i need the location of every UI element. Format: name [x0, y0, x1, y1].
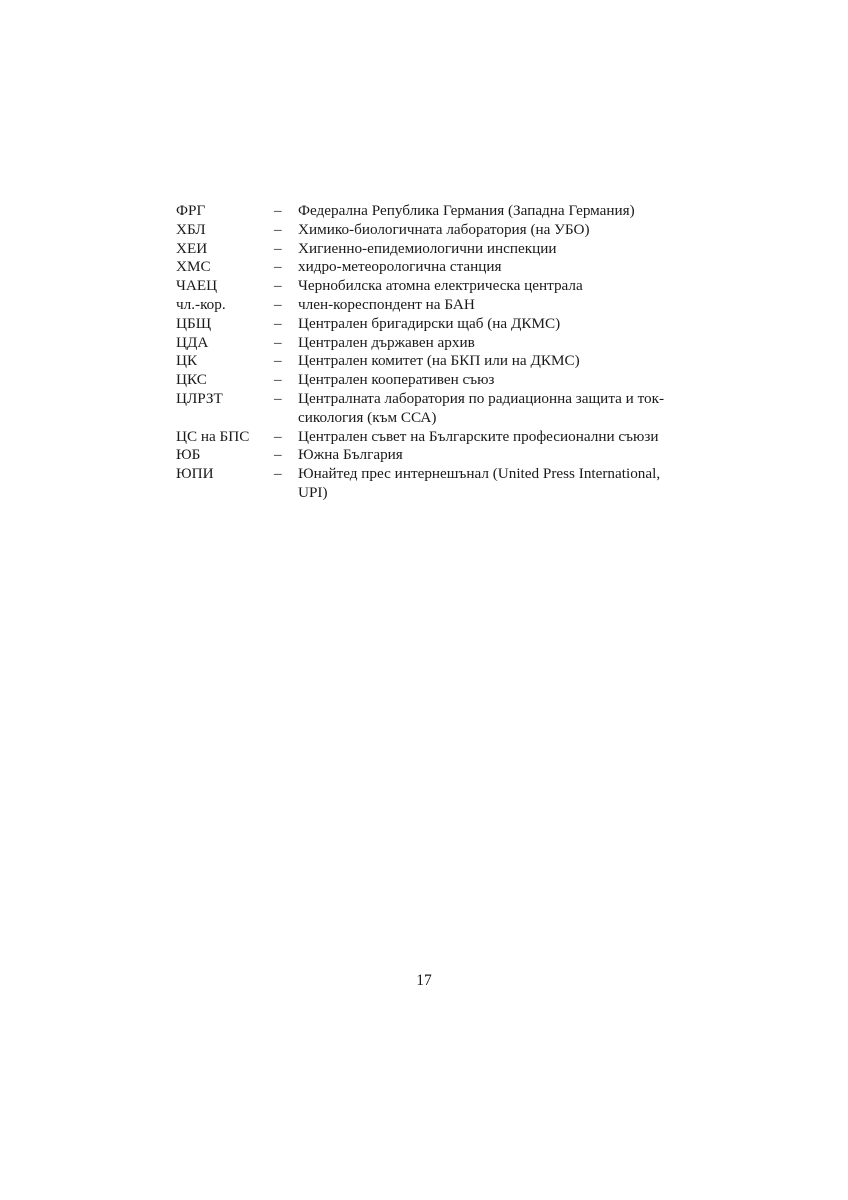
- definition: Хигиенно-епидемиологични инспекции: [298, 239, 557, 257]
- definition: Юнайтед прес интернешънал (United Press International, UPI): [298, 465, 661, 501]
- definition: Химико-биологичната лаборатория (на УБО): [298, 220, 590, 238]
- dash-separator: –: [274, 352, 282, 370]
- abbreviation-entry: [176, 352, 676, 371]
- abbreviation: ФРГ: [176, 202, 206, 219]
- abbreviation-entry: [176, 240, 676, 259]
- abbreviation: ХЕИ: [176, 239, 208, 257]
- dash-separator: –: [274, 202, 282, 219]
- dash-separator: –: [274, 389, 282, 407]
- abbreviation-entry: [176, 428, 676, 447]
- abbreviation: ЦС на БПС: [176, 427, 250, 445]
- definition: Южна България: [298, 446, 403, 464]
- definition: Федерална Република Германия (Западна Германия): [298, 202, 635, 219]
- abbreviation-entry: [176, 390, 676, 428]
- dash-separator: –: [274, 314, 282, 332]
- abbreviation-entry: [176, 258, 676, 277]
- abbreviation: ХМС: [176, 258, 211, 276]
- definition: член-кореспондент на БАН: [298, 295, 475, 313]
- definition: хидро-метеорологична станция: [298, 258, 502, 276]
- dash-separator: –: [274, 277, 282, 295]
- abbreviation: ЦБЩ: [176, 314, 212, 332]
- dash-separator: –: [274, 427, 282, 445]
- definition: Централен комитет (на БКП или на ДКМС): [298, 352, 580, 370]
- abbreviation: ЧАЕЦ: [176, 277, 218, 295]
- dash-separator: –: [274, 239, 282, 257]
- definition: Централната лаборатория по радиационна защита и ток-сикология (към ССА): [298, 389, 665, 426]
- abbreviation-entry: [176, 296, 676, 315]
- dash-separator: –: [274, 371, 282, 389]
- dash-separator: –: [274, 333, 282, 351]
- definition: Чернобилска атомна електрическа централа: [298, 277, 583, 295]
- abbreviation-entry: [176, 334, 676, 353]
- abbreviation-entry: [176, 277, 676, 296]
- abbreviation-entry: [176, 221, 676, 240]
- abbreviation: ХБЛ: [176, 220, 206, 238]
- abbreviation-entry: [176, 202, 676, 221]
- abbreviation-list: [176, 202, 676, 503]
- definition: Централен бригадирски щаб (на ДКМС): [298, 314, 561, 332]
- abbreviation: ЮПИ: [176, 465, 214, 483]
- abbreviation-entry: [176, 446, 676, 465]
- abbreviation-entry: [176, 315, 676, 334]
- dash-separator: –: [274, 446, 282, 464]
- abbreviation-entry: [176, 465, 676, 503]
- dash-separator: –: [274, 465, 282, 483]
- definition: Централен държавен архив: [298, 333, 475, 351]
- dash-separator: –: [274, 258, 282, 276]
- definition: Централен кооперативен съюз: [298, 371, 495, 389]
- dash-separator: –: [274, 220, 282, 238]
- abbreviation: ЮБ: [176, 446, 201, 464]
- abbreviation: ЦК: [176, 352, 198, 370]
- abbreviation: ЦДА: [176, 333, 209, 351]
- abbreviation: чл.-кор.: [176, 295, 226, 313]
- abbreviation-entry: [176, 371, 676, 390]
- dash-separator: –: [274, 295, 282, 313]
- abbreviation: ЦКС: [176, 371, 207, 389]
- page-number: 17: [416, 972, 432, 989]
- definition: Централен съвет на Българските професионални съюзи: [298, 427, 659, 445]
- abbreviation: ЦЛРЗТ: [176, 389, 223, 407]
